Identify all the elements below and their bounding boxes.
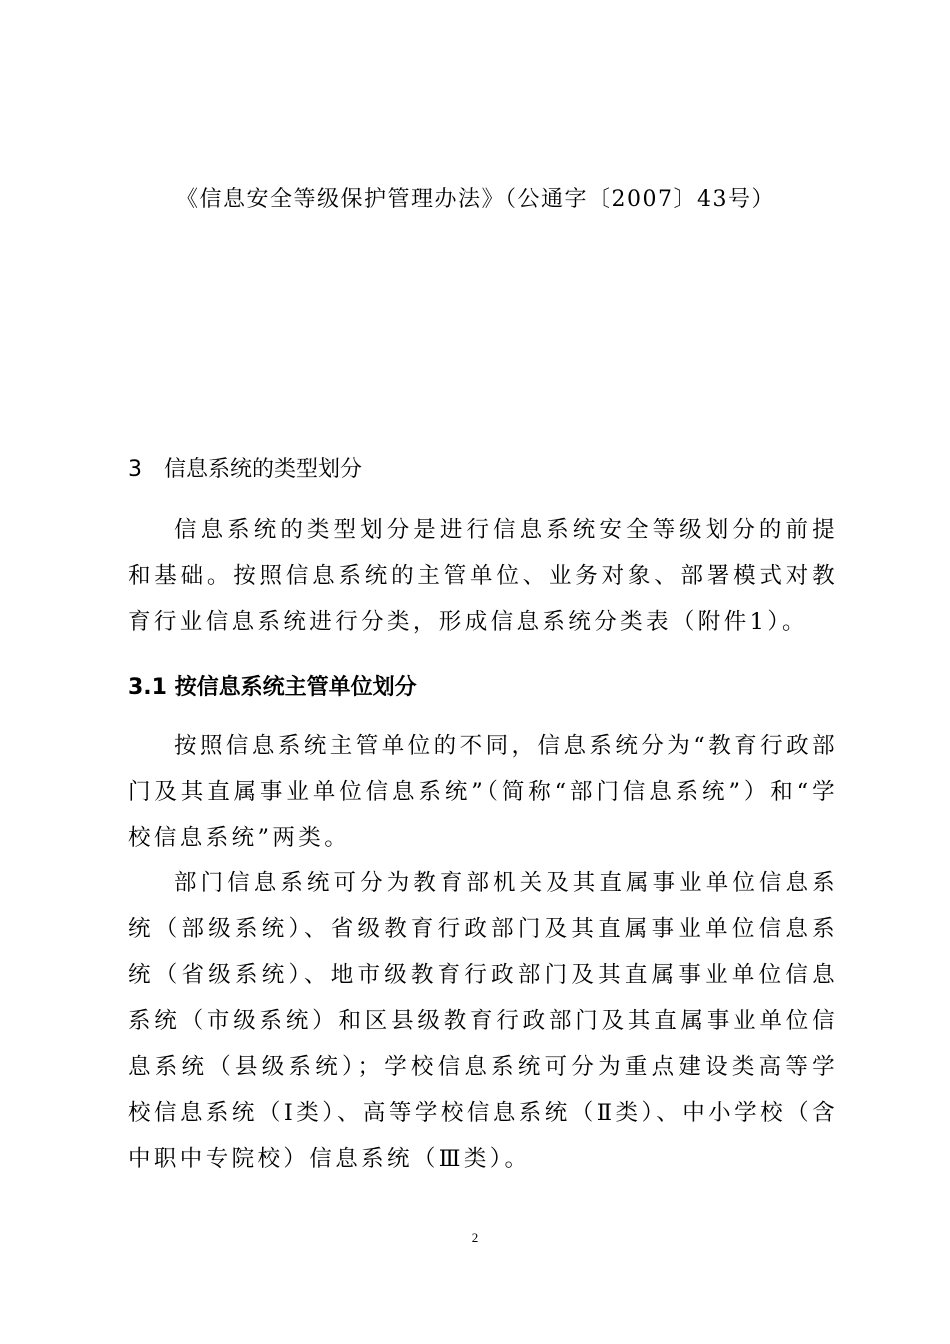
page-number: 2: [471, 1230, 479, 1245]
section-number: 3: [128, 457, 142, 482]
regulation-reference: 《信息安全等级保护管理办法》（公通字〔2007〕43号）: [176, 187, 775, 212]
intro-paragraph: 信息系统的类型划分是进行信息系统安全等级划分的前提和基础。按照信息系统的主管单位、业务对象、部署模式对教育行业信息系统进行分类，形成信息系统分类表（附件1）。: [128, 517, 838, 635]
section-title: 信息系统的类型划分: [164, 457, 363, 482]
subsection-heading: 3.1 按信息系统主管单位划分: [128, 675, 417, 700]
units-paragraph: 按照信息系统主管单位的不同，信息系统分为“教育行政部门及其直属事业单位信息系统”（简称“部门信息系统”）和“学校信息系统”两类。: [128, 733, 838, 851]
section-heading: [128, 450, 362, 490]
detail-paragraph: 部门信息系统可分为教育部机关及其直属事业单位信息系统（部级系统）、省级教育行政部门及其直属事业单位信息系统（省级系统）、地市级教育行政部门及其直属事业单位信息系统（市级系统）和区县级教育行政部门及其直属事业单位信息系统（县级系统）；学校信息系统可分为重点建设类高等学校信息系统（Ⅰ类）、高等学校信息系统（Ⅱ类）、中小学校（含中职中专院校）信息系统（Ⅲ类）。: [128, 870, 838, 1172]
